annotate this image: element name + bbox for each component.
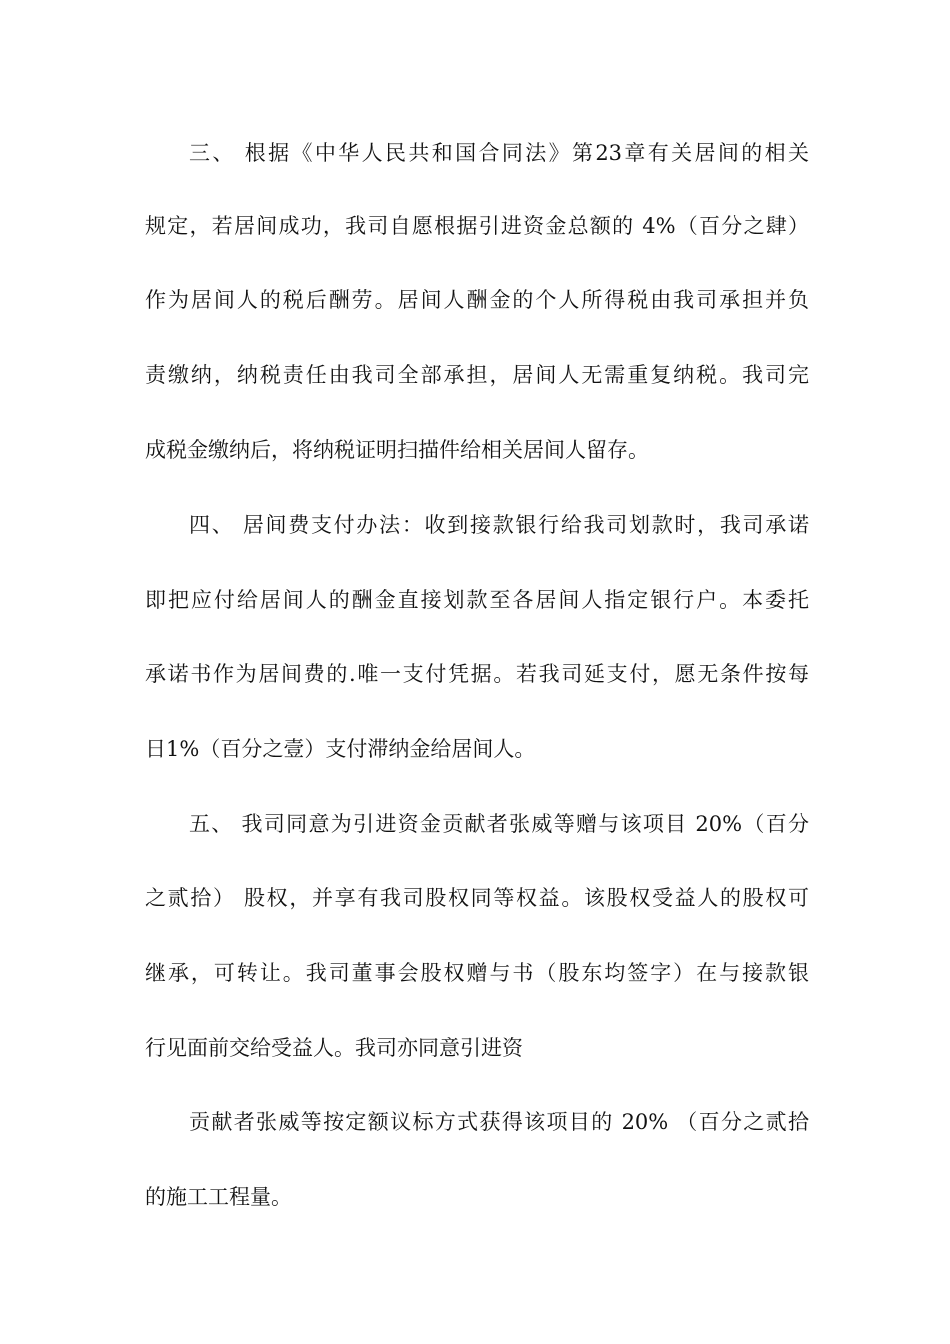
paragraph-3-line-3: 作为居间人的税后酬劳。居间人酬金的个人所得税由我司承担并负 [145, 288, 809, 312]
paragraph-5-line-3: 继承，可转让。我司董事会股权赠与书（股东均签字）在与接款银 [145, 961, 809, 985]
paragraph-3-line-4: 责缴纳，纳税责任由我司全部承担，居间人无需重复纳税。我司完 [145, 363, 809, 387]
paragraph-4-line-4: 日1%（百分之壹）支付滞纳金给居间人。 [145, 737, 536, 761]
paragraph-4-line-2: 即把应付给居间人的酬金直接划款至各居间人指定银行户。本委托 [145, 588, 809, 612]
paragraph-6-line-1: 贡献者张威等按定额议标方式获得该项目的 20% （百分之贰拾 [189, 1110, 809, 1134]
paragraph-3-line-5: 成税金缴纳后，将纳税证明扫描件给相关居间人留存。 [145, 438, 649, 462]
paragraph-3-line-1: 三、 根据《中华人民共和国合同法》第23章有关居间的相关 [189, 141, 809, 165]
paragraph-4-line-3: 承诺书作为居间费的.唯一支付凭据。若我司延支付，愿无条件按每 [145, 662, 809, 686]
paragraph-5-line-1: 五、 我司同意为引进资金贡献者张威等赠与该项目 20%（百分 [189, 812, 809, 836]
paragraph-5-line-2: 之贰拾） 股权，并享有我司股权同等权益。该股权受益人的股权可 [145, 886, 809, 910]
paragraph-6-line-2: 的施工工程量。 [145, 1185, 292, 1209]
paragraph-3-line-2: 规定，若居间成功，我司自愿根据引进资金总额的 4%（百分之肆） [145, 214, 809, 238]
paragraph-4-line-1: 四、 居间费支付办法：收到接款银行给我司划款时，我司承诺 [189, 513, 809, 537]
paragraph-5-line-4: 行见面前交给受益人。我司亦同意引进资 [145, 1036, 523, 1060]
